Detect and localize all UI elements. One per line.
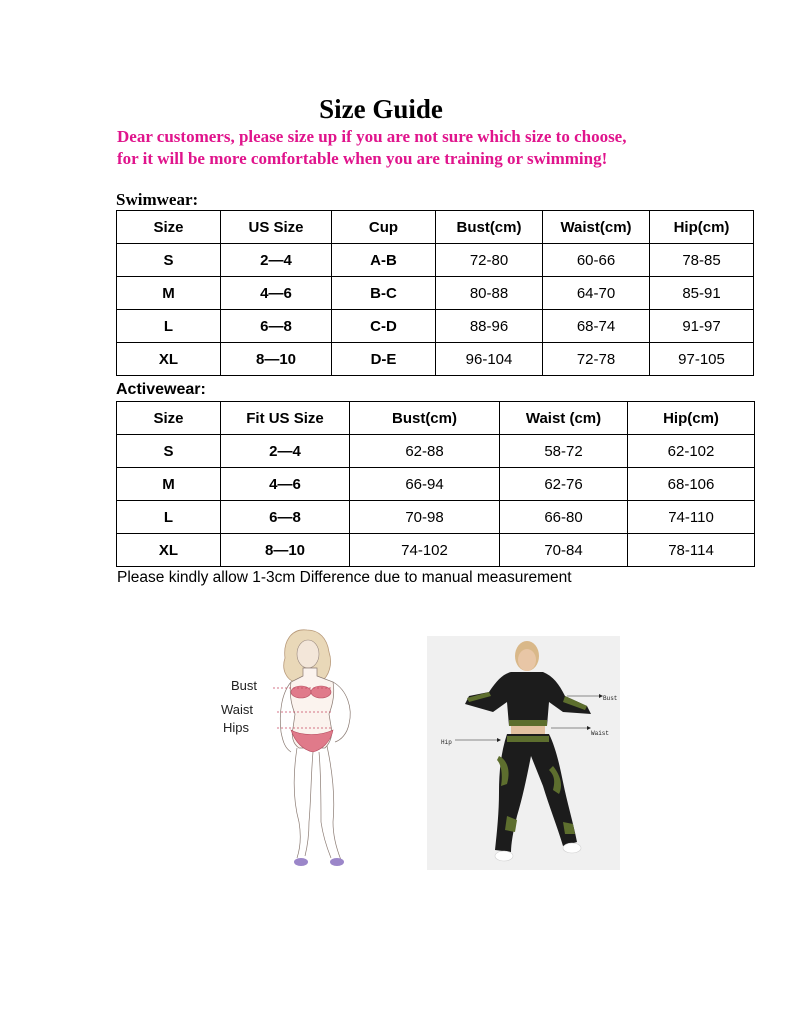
table-cell: 8—10 <box>221 343 332 376</box>
table-cell: 70-98 <box>350 501 500 534</box>
table-cell: 8—10 <box>221 534 350 567</box>
table-cell: 78-114 <box>628 534 755 567</box>
table-cell: 78-85 <box>650 244 754 277</box>
table-cell: 2—4 <box>221 435 350 468</box>
table-cell: 4—6 <box>221 277 332 310</box>
measurement-footnote: Please kindly allow 1-3cm Difference due to manual measurement <box>117 569 572 586</box>
swimwear-table <box>116 210 754 376</box>
table-cell: 70-84 <box>500 534 628 567</box>
table-cell: 66-94 <box>350 468 500 501</box>
table-cell: 4—6 <box>221 468 350 501</box>
table-cell: 74-110 <box>628 501 755 534</box>
table-cell: 64-70 <box>543 277 650 310</box>
table-cell: 88-96 <box>436 310 543 343</box>
table-cell: 62-76 <box>500 468 628 501</box>
header-cell: Size <box>117 211 221 244</box>
table-cell: 97-105 <box>650 343 754 376</box>
table-cell: D-E <box>332 343 436 376</box>
table-cell: L <box>117 310 221 343</box>
table-cell: 62-88 <box>350 435 500 468</box>
table-cell: 96-104 <box>436 343 543 376</box>
header-cell: Waist (cm) <box>500 402 628 435</box>
table-row <box>117 343 754 376</box>
table-cell: 68-74 <box>543 310 650 343</box>
table-cell: 66-80 <box>500 501 628 534</box>
table-cell: M <box>117 468 221 501</box>
table-header-row <box>117 402 755 435</box>
page-title: Size Guide <box>319 94 443 124</box>
table-cell: C-D <box>332 310 436 343</box>
header-cell: Size <box>117 402 221 435</box>
table-row <box>117 277 754 310</box>
activewear-label: Activewear: <box>116 381 206 398</box>
notice-line-1: Dear customers, please size up if you are not sure which size to choose, <box>117 127 627 146</box>
table-cell: M <box>117 277 221 310</box>
notice-line-2: for it will be more comfortable when you are training or swimming! <box>117 149 608 168</box>
photo-hip-label: Hip <box>441 739 452 746</box>
sketch-hips-label: Hips <box>223 720 250 735</box>
header-cell: Fit US Size <box>221 402 350 435</box>
table-cell: 58-72 <box>500 435 628 468</box>
sketch-waist-label: Waist <box>221 702 254 717</box>
table-cell: 74-102 <box>350 534 500 567</box>
table-cell: 91-97 <box>650 310 754 343</box>
activewear-photo-figure <box>427 636 620 870</box>
table-cell: S <box>117 435 221 468</box>
photo-bust-label: Bust <box>603 695 618 702</box>
table-cell: XL <box>117 534 221 567</box>
header-cell: US Size <box>221 211 332 244</box>
table-cell: 80-88 <box>436 277 543 310</box>
table-cell: 72-78 <box>543 343 650 376</box>
table-cell: 85-91 <box>650 277 754 310</box>
table-row <box>117 244 754 277</box>
table-cell: 72-80 <box>436 244 543 277</box>
table-cell: 6—8 <box>221 501 350 534</box>
table-cell: 6—8 <box>221 310 332 343</box>
table-row <box>117 501 755 534</box>
table-cell: L <box>117 501 221 534</box>
header-cell: Waist(cm) <box>543 211 650 244</box>
header-cell: Bust(cm) <box>350 402 500 435</box>
header-cell: Hip(cm) <box>650 211 754 244</box>
table-cell: B-C <box>332 277 436 310</box>
table-cell: XL <box>117 343 221 376</box>
table-row <box>117 310 754 343</box>
table-cell: 68-106 <box>628 468 755 501</box>
header-cell: Hip(cm) <box>628 402 755 435</box>
table-header-row <box>117 211 754 244</box>
table-cell: 2—4 <box>221 244 332 277</box>
photo-waist-label: Waist <box>591 730 610 737</box>
table-cell: S <box>117 244 221 277</box>
swimwear-label: Swimwear: <box>116 190 199 209</box>
bikini-sketch-figure <box>221 624 389 870</box>
header-cell: Cup <box>332 211 436 244</box>
table-cell: 60-66 <box>543 244 650 277</box>
sketch-bust-label: Bust <box>231 678 258 693</box>
table-row <box>117 468 755 501</box>
header-cell: Bust(cm) <box>436 211 543 244</box>
table-row <box>117 534 755 567</box>
activewear-table <box>116 401 755 567</box>
table-cell: 62-102 <box>628 435 755 468</box>
table-row <box>117 435 755 468</box>
table-cell: A-B <box>332 244 436 277</box>
